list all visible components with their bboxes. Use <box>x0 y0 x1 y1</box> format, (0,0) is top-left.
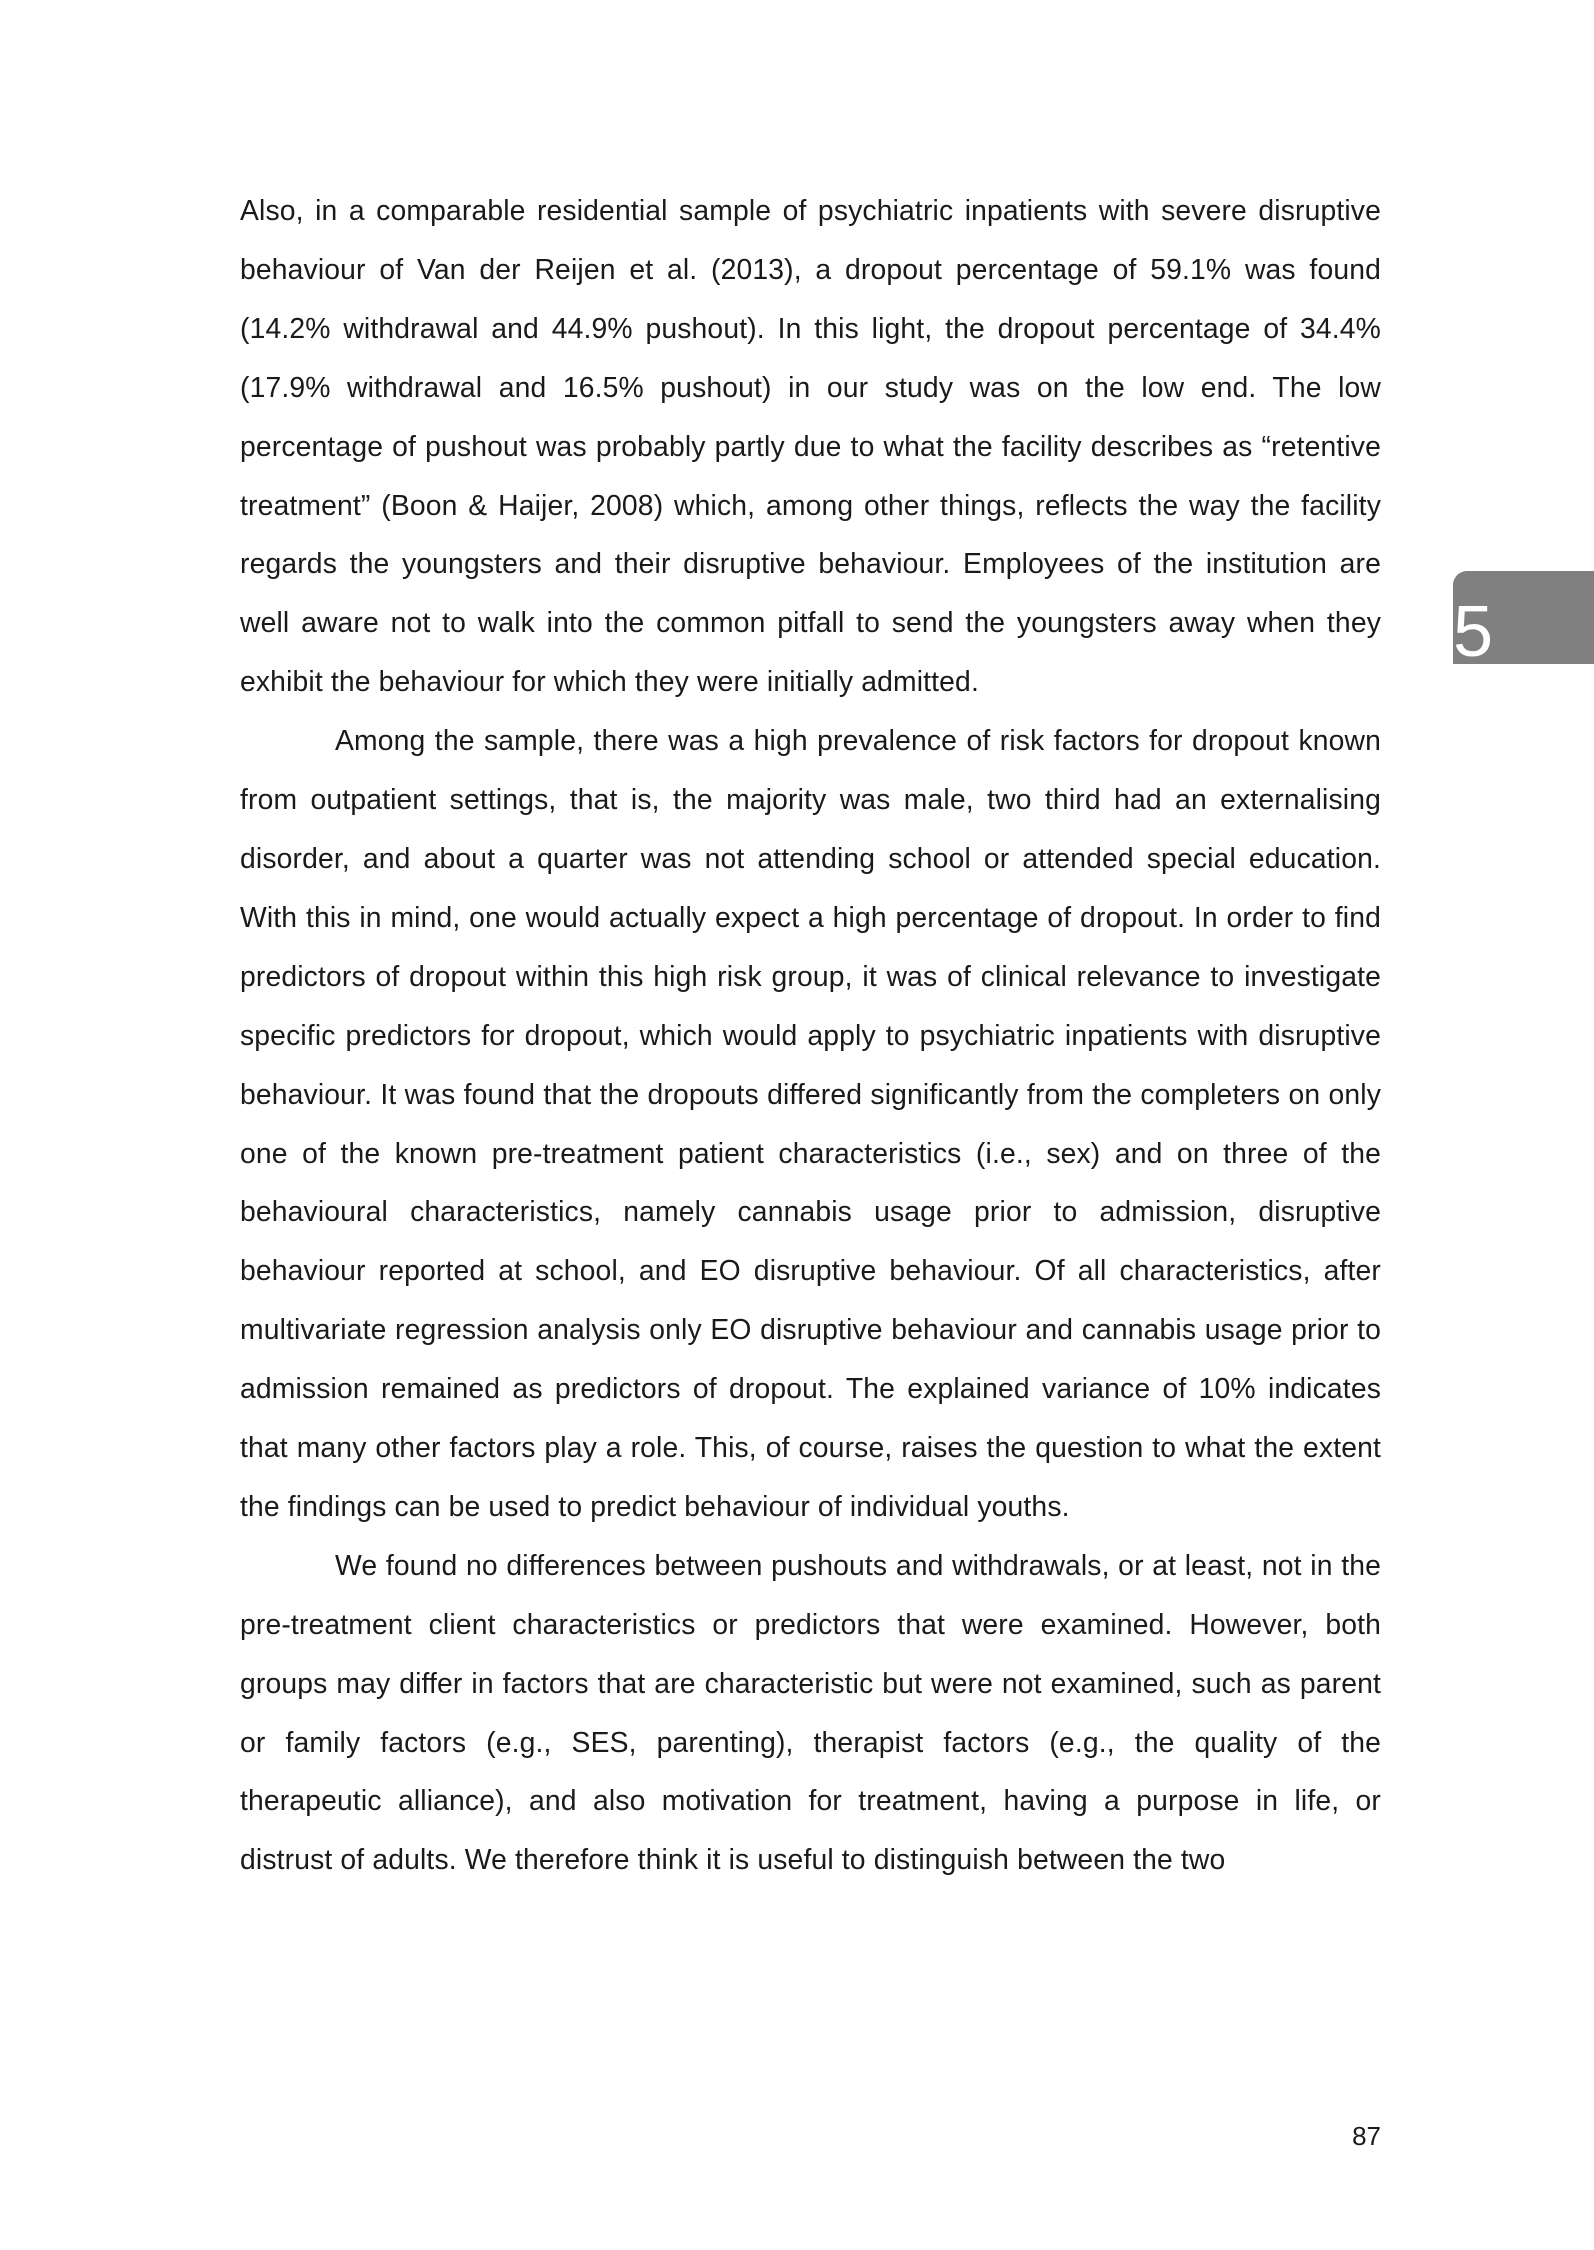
chapter-number: 5 <box>1453 592 1494 672</box>
paragraph-1: Also, in a comparable residential sample of psychiatric inpatients with severe disruptive behaviour of Van der Reijen et al. (2013), a dropout percentage of 59.1% was found (14.2% withdrawal and 44.9% pushout). In this light, the dropout percentage of 34.4% (17.9% withdrawal and 16.5% pushout) in our study was on the low end. The low percentage of pushout was probably partly due to what the facility describes as “retentive treatment” (Boon & Haijer, 2008) which, among other things, reflects the way the facility regards the youngsters and their disruptive behaviour. Employees of the institution are well aware not to walk into the common pitfall to send the youngsters away when they exhibit the behaviour for which they were initially admitted. <box>240 194 1381 698</box>
paragraph-3: We found no differences between pushouts and withdrawals, or at least, not in the pre-treatment client characteristics or predictors that were examined. However, both groups may differ in factors that are characteristic but were not examined, such as parent or family factors (e.g., SES, parenting), therapist factors (e.g., the quality of the therapeutic alliance), and also motivation for treatment, having a purpose in life, or distrust of adults. We therefore think it is useful to distinguish between the two <box>240 1548 1381 1876</box>
paragraph-2: Among the sample, there was a high prevalence of risk factors for dropout known from outpatient settings, that is, the majority was male, two third had an externalising disorder, and about a quarter was not attending school or attended special education. With this in mind, one would actually expect a high percentage of dropout. In order to find predictors of dropout within this high risk group, it was of clinical relevance to investigate specific predictors for dropout, which would apply to psychiatric inpatients with disruptive behaviour. It was found that the dropouts differed significantly from the completers on only one of the known pre-treatment patient characteristics (i.e., sex) and on three of the behavioural characteristics, namely cannabis usage prior to admission, disruptive behaviour reported at school, and EO disruptive behaviour. Of all characteristics, after multivariate regression analysis only EO disruptive behaviour and cannabis usage prior to admission remained as predictors of dropout. The explained variance of 10% indicates that many other factors play a role. This, of course, raises the question to what the extent the findings can be used to predict behaviour of individual youths. <box>240 724 1381 1522</box>
body-text <box>240 181 1381 1889</box>
page-number: 87 <box>1352 2121 1381 2151</box>
